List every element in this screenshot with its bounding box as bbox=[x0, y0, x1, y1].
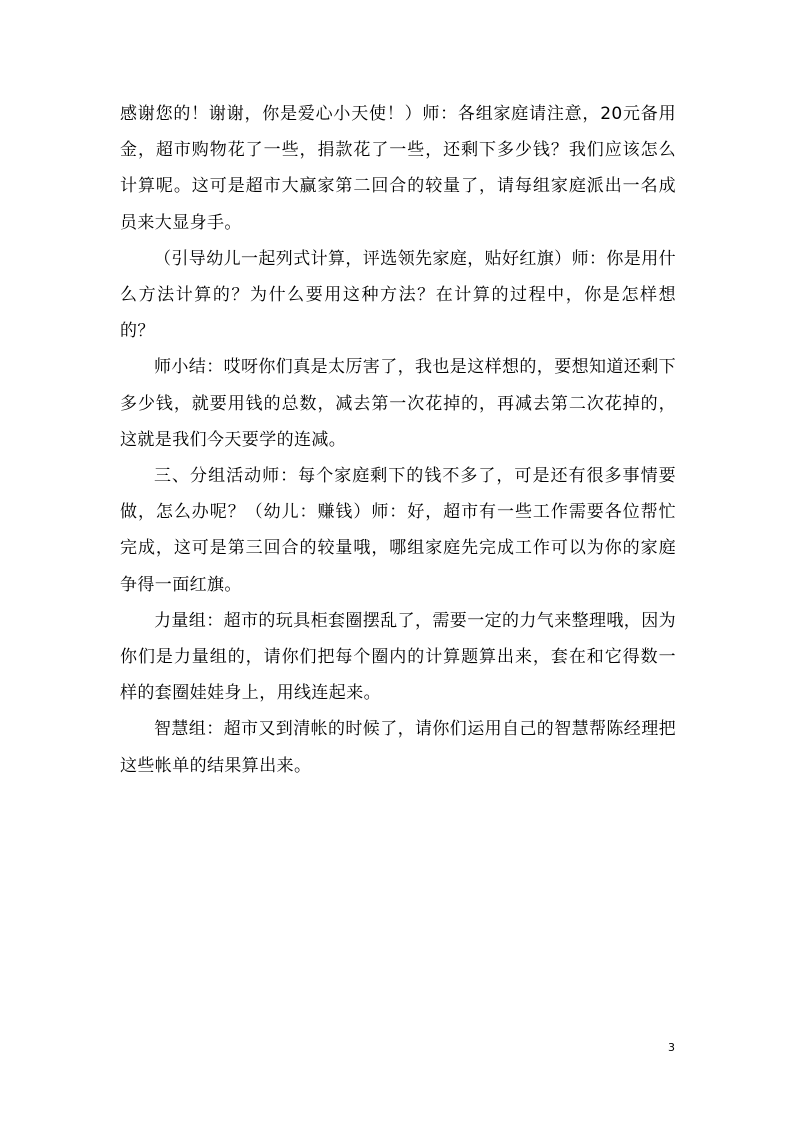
document-body bbox=[120, 96, 676, 784]
paragraph-4: 三、分组活动师：每个家庭剩下的钱不多了，可是还有很多事情要做，怎么办呢？（幼儿：赚钱）师：好，超市有一些工作需要各位帮忙完成，这可是第三回合的较量哦，哪组家庭先完成工作可以为你的家庭争得一面红旗。 bbox=[120, 466, 676, 595]
paragraph-6: 智慧组：超市又到清帐的时候了，请你们运用自己的智慧帮陈经理把这些帐单的结果算出来。 bbox=[120, 719, 676, 776]
paragraph-5: 力量组：超市的玩具柜套圈摆乱了，需要一定的力气来整理哦，因为你们是力量组的，请你们把每个圈内的计算题算出来，套在和它得数一样的套圈娃娃身上，用线连起来。 bbox=[120, 610, 676, 704]
paragraph-3: 师小结：哎呀你们真是太厉害了，我也是这样想的，要想知道还剩下多少钱，就要用钱的总数，减去第一次花掉的，再减去第二次花掉的，这就是我们今天要学的连减。 bbox=[120, 357, 676, 450]
paragraph-1: 感谢您的！谢谢，你是爱心小天使！）师：各组家庭请注意，20元备用金，超市购物花了一些，捐款花了一些，还剩下多少钱？我们应该怎么计算呢。这可是超市大赢家第二回合的较量了，请每组家庭派出一名成员来大显身手。 bbox=[120, 104, 676, 233]
paragraph-2: （引导幼儿一起列式计算，评选领先家庭，贴好红旗）师：你是用什么方法计算的？为什么要用这种方法？在计算的过程中，你是怎样想的？ bbox=[120, 248, 676, 342]
page-number: 3 bbox=[668, 1041, 675, 1054]
